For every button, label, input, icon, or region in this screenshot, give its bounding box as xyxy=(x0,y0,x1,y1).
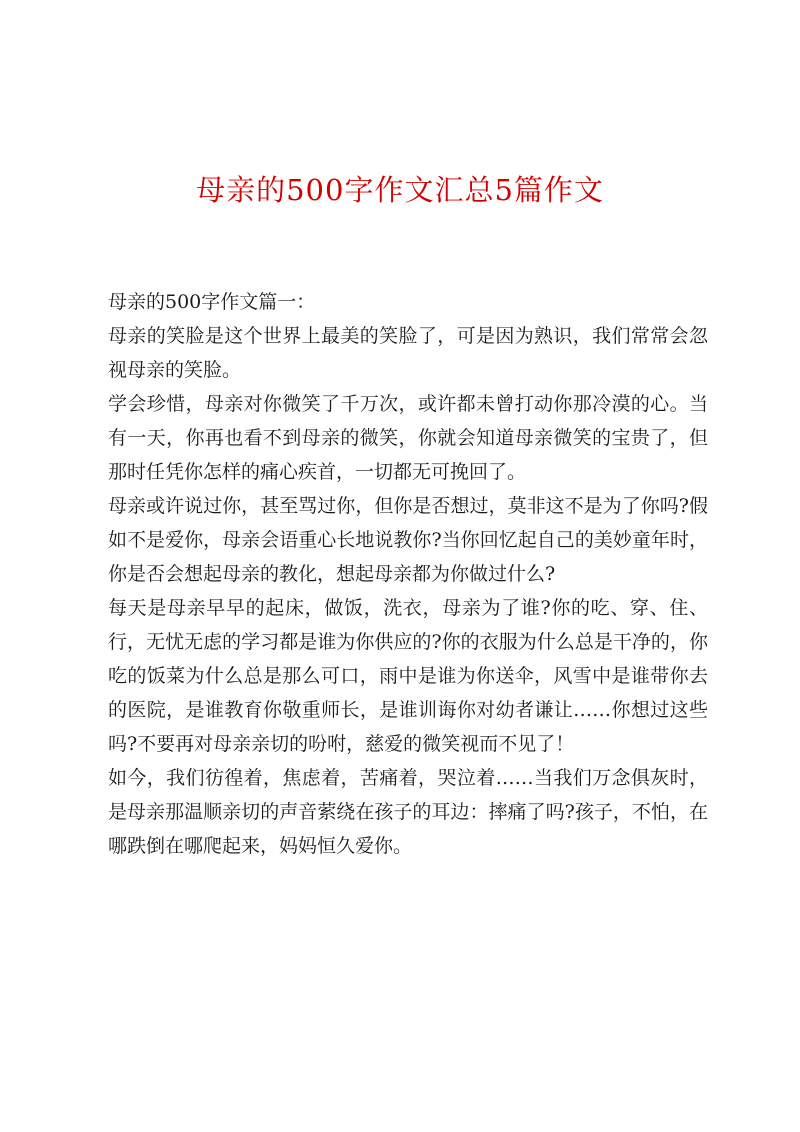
paragraph: 如今，我们彷徨着，焦虑着，苦痛着，哭泣着……当我们万念俱灰时，是母亲那温顺亲切的声音萦绕在孩子的耳边：摔痛了吗?孩子，不怕，在哪跌倒在哪爬起来，妈妈恒久爱你。 xyxy=(108,767,708,857)
paragraph: 每天是母亲早早的起床，做饭，洗衣，母亲为了谁?你的吃、穿、住、行，无忧无虑的学习都是谁为你供应的?你的衣服为什么总是干净的，你吃的饭菜为什么总是那么可口，雨中是谁为你送伞，风雪中是谁带你去的医院，是谁教育你敬重师长，是谁训诲你对幼者谦让……你想过这些吗?不要再对母亲亲切的吩咐，慈爱的微笑视而不见了！ xyxy=(108,597,708,755)
paragraph: 母亲或许说过你，甚至骂过你，但你是否想过，莫非这不是为了你吗?假如不是爱你，母亲会语重心长地说教你?当你回忆起自己的美妙童年时，你是否会想起母亲的教化，想起母亲都为你做过什么? xyxy=(108,495,708,585)
section-heading: 母亲的500字作文篇一： xyxy=(108,291,316,313)
paragraph: 母亲的笑脸是这个世界上最美的笑脸了，可是因为熟识，我们常常会忽视母亲的笑脸。 xyxy=(108,325,708,381)
document-body xyxy=(108,285,708,863)
paragraph: 学会珍惜，母亲对你微笑了千万次，或许都未曾打动你那冷漠的心。当有一天，你再也看不到母亲的微笑，你就会知道母亲微笑的宝贵了，但那时任凭你怎样的痛心疾首，一切都无可挽回了。 xyxy=(108,393,708,483)
document-title: 母亲的500字作文汇总5篇作文 xyxy=(196,173,604,207)
